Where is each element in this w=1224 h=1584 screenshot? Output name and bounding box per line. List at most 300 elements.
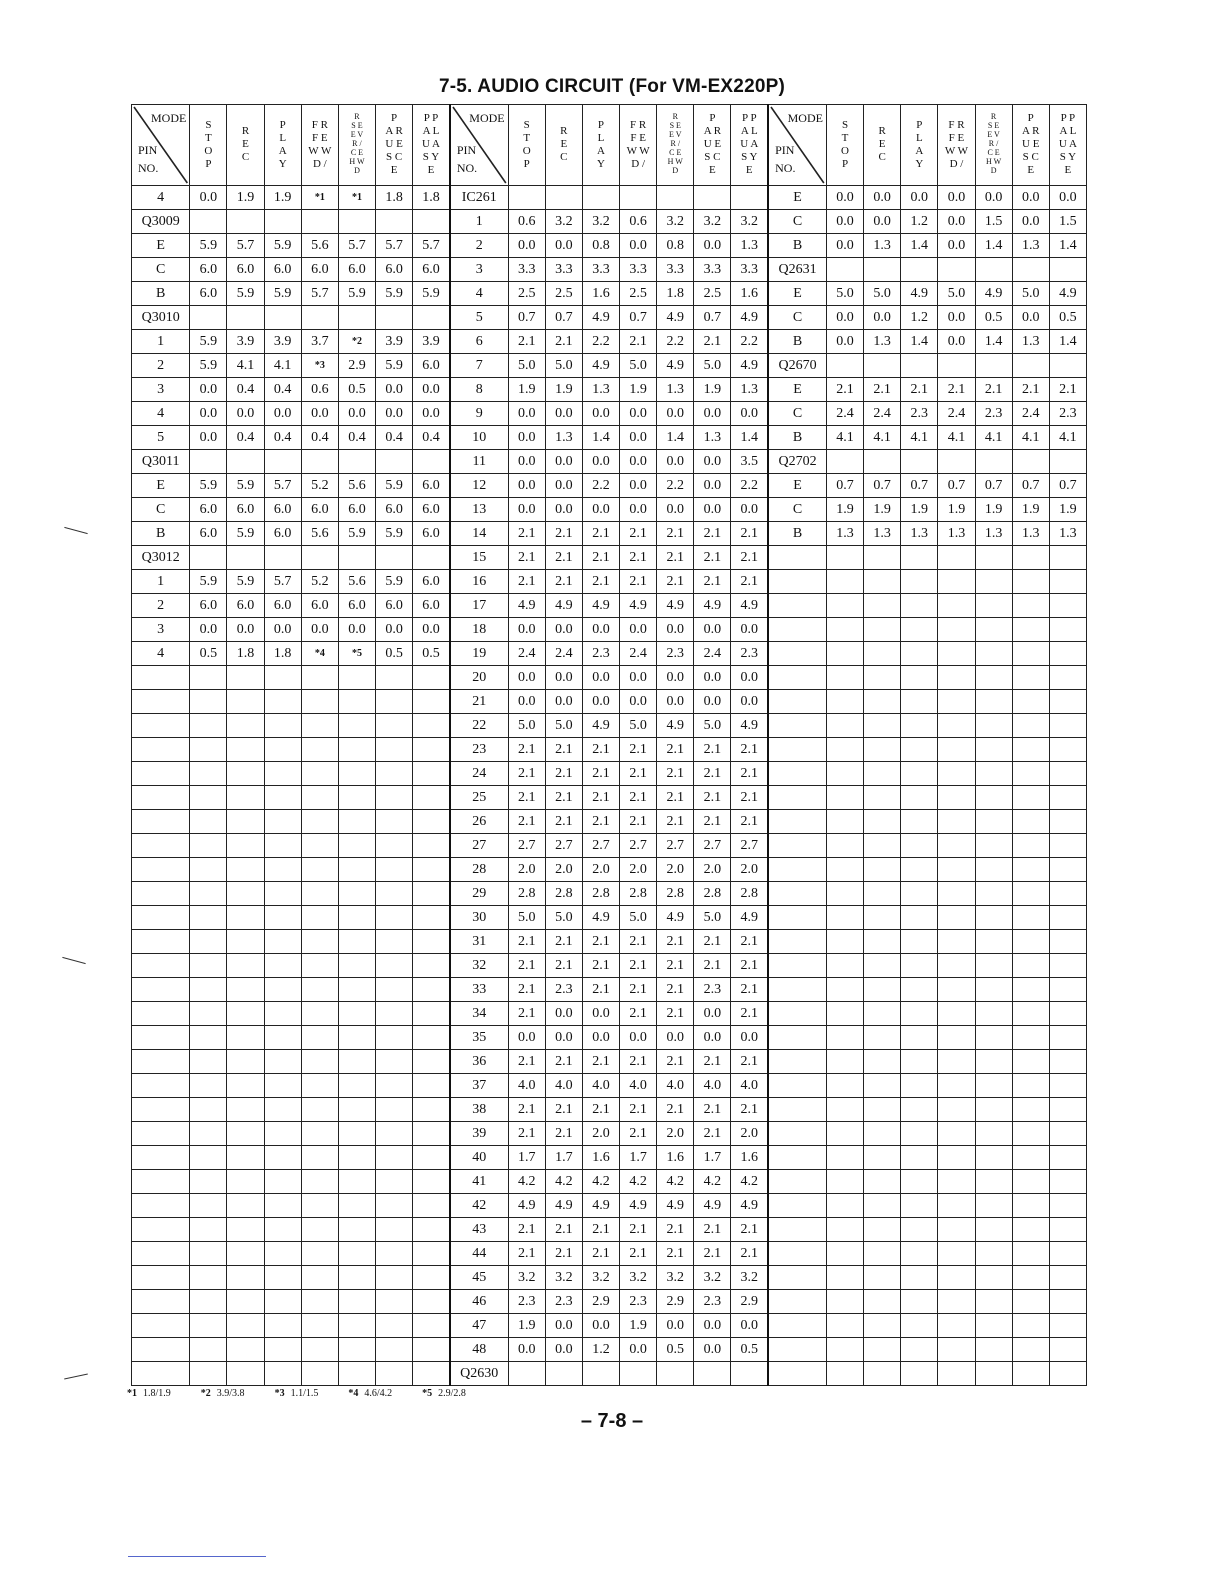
voltage-cell: 2.1 <box>620 1002 657 1026</box>
voltage-cell <box>901 978 938 1002</box>
table-row <box>132 282 1087 306</box>
voltage-cell <box>264 978 301 1002</box>
voltage-cell: 6.0 <box>376 594 413 618</box>
voltage-cell <box>1049 1266 1086 1290</box>
voltage-cell <box>338 834 375 858</box>
voltage-cell <box>938 570 975 594</box>
column-label-line: R <box>878 125 886 137</box>
pin-cell <box>132 1338 190 1362</box>
voltage-cell: 0.0 <box>190 426 227 450</box>
voltage-cell: 4.9 <box>694 594 731 618</box>
voltage-cell <box>938 690 975 714</box>
pin-cell <box>768 1362 826 1386</box>
voltage-cell <box>338 930 375 954</box>
pin-cell: Q2630 <box>450 1362 508 1386</box>
voltage-cell <box>826 642 863 666</box>
voltage-cell <box>975 930 1012 954</box>
voltage-cell: 5.9 <box>190 330 227 354</box>
voltage-cell <box>413 810 450 834</box>
voltage-cell <box>826 1002 863 1026</box>
pin-cell: C <box>768 210 826 234</box>
column-header-play_pause <box>1049 105 1086 186</box>
voltage-cell: 2.1 <box>731 954 768 978</box>
voltage-cell <box>864 450 901 474</box>
voltage-cell <box>413 954 450 978</box>
voltage-cell: 2.1 <box>620 546 657 570</box>
voltage-cell <box>227 1266 264 1290</box>
column-label <box>308 119 331 171</box>
pin-cell: C <box>132 258 190 282</box>
pin-cell: 25 <box>450 786 508 810</box>
column-label-line: R / <box>988 139 999 148</box>
voltage-cell: 0.0 <box>620 666 657 690</box>
pin-cell: Q3010 <box>132 306 190 330</box>
column-label <box>841 119 849 171</box>
voltage-cell: 5.0 <box>508 906 545 930</box>
voltage-cell: 0.0 <box>582 666 619 690</box>
table-row <box>132 1194 1087 1218</box>
voltage-cell: 4.2 <box>657 1170 694 1194</box>
voltage-cell <box>1012 786 1049 810</box>
voltage-cell: 2.2 <box>731 330 768 354</box>
voltage-cell: 6.0 <box>190 282 227 306</box>
voltage-cell <box>227 858 264 882</box>
pin-cell: C <box>132 498 190 522</box>
voltage-cell: 5.0 <box>508 354 545 378</box>
voltage-cell <box>826 738 863 762</box>
voltage-cell <box>376 834 413 858</box>
voltage-cell <box>864 1338 901 1362</box>
voltage-cell: 0.7 <box>1012 474 1049 498</box>
voltage-cell <box>938 1194 975 1218</box>
voltage-cell: 4.9 <box>975 282 1012 306</box>
voltage-cell: 4.9 <box>731 354 768 378</box>
voltage-cell: 1.3 <box>657 378 694 402</box>
voltage-cell: 0.0 <box>864 186 901 210</box>
voltage-cell <box>301 786 338 810</box>
voltage-cell: 2.1 <box>731 1218 768 1242</box>
voltage-cell <box>864 642 901 666</box>
voltage-cell: 5.7 <box>301 282 338 306</box>
footnote <box>422 1388 466 1399</box>
mode-label: MODE <box>469 111 505 125</box>
voltage-cell: 0.0 <box>938 234 975 258</box>
table-row <box>132 378 1087 402</box>
table-row <box>132 690 1087 714</box>
voltage-cell <box>376 930 413 954</box>
pin-cell: 8 <box>450 378 508 402</box>
voltage-cell <box>227 762 264 786</box>
voltage-cell: 2.0 <box>508 858 545 882</box>
voltage-cell: 4.9 <box>582 1194 619 1218</box>
voltage-cell: 0.0 <box>620 474 657 498</box>
pin-cell <box>132 738 190 762</box>
voltage-cell: 2.1 <box>620 978 657 1002</box>
pin-cell: C <box>768 498 826 522</box>
voltage-cell <box>413 786 450 810</box>
voltage-cell: 0.0 <box>864 210 901 234</box>
voltage-cell: 2.3 <box>694 1290 731 1314</box>
voltage-cell: 2.1 <box>508 522 545 546</box>
voltage-cell <box>338 1002 375 1026</box>
voltage-cell <box>190 954 227 978</box>
voltage-cell: 0.0 <box>694 474 731 498</box>
pin-cell: 32 <box>450 954 508 978</box>
voltage-cell: 0.0 <box>545 234 582 258</box>
voltage-cell: 2.2 <box>582 330 619 354</box>
voltage-cell <box>301 1218 338 1242</box>
voltage-cell: 1.3 <box>826 522 863 546</box>
voltage-cell <box>975 786 1012 810</box>
voltage-cell: 1.3 <box>694 426 731 450</box>
voltage-cell <box>1049 1050 1086 1074</box>
voltage-cell: 6.0 <box>338 498 375 522</box>
column-label-line: Y <box>278 157 287 170</box>
voltage-cell <box>227 882 264 906</box>
voltage-cell: 2.1 <box>508 1002 545 1026</box>
voltage-cell: 2.1 <box>1012 378 1049 402</box>
pin-cell: E <box>132 474 190 498</box>
voltage-cell: 4.1 <box>1049 426 1086 450</box>
voltage-cell: 4.2 <box>545 1170 582 1194</box>
voltage-cell: 4.9 <box>657 1194 694 1218</box>
voltage-cell: 0.0 <box>975 186 1012 210</box>
pin-cell: B <box>768 234 826 258</box>
voltage-cell: 2.0 <box>657 1122 694 1146</box>
column-header-ff_rew <box>301 105 338 186</box>
voltage-cell <box>938 1122 975 1146</box>
voltage-cell <box>376 1242 413 1266</box>
pin-cell <box>768 1098 826 1122</box>
voltage-cell: 3.9 <box>227 330 264 354</box>
table-row <box>132 210 1087 234</box>
voltage-cell: 2.1 <box>545 738 582 762</box>
voltage-cell <box>264 1122 301 1146</box>
voltage-cell: 0.6 <box>508 210 545 234</box>
voltage-cell: 1.3 <box>1049 522 1086 546</box>
voltage-cell: 6.0 <box>227 498 264 522</box>
voltage-cell <box>338 882 375 906</box>
voltage-cell: 2.0 <box>694 858 731 882</box>
table-row <box>132 234 1087 258</box>
voltage-cell <box>376 306 413 330</box>
voltage-cell: 2.1 <box>731 522 768 546</box>
pin-cell <box>132 1074 190 1098</box>
voltage-cell <box>938 858 975 882</box>
voltage-cell <box>1012 1242 1049 1266</box>
voltage-cell <box>901 450 938 474</box>
voltage-cell: 2.5 <box>694 282 731 306</box>
voltage-cell: 2.1 <box>620 330 657 354</box>
voltage-cell <box>190 1362 227 1386</box>
voltage-cell <box>864 1122 901 1146</box>
voltage-cell: *1 <box>338 186 375 210</box>
voltage-cell <box>301 1194 338 1218</box>
voltage-cell: 4.9 <box>901 282 938 306</box>
voltage-cell: 0.7 <box>508 306 545 330</box>
voltage-cell <box>264 306 301 330</box>
voltage-cell <box>1012 594 1049 618</box>
voltage-cell: 1.6 <box>657 1146 694 1170</box>
voltage-cell <box>376 906 413 930</box>
voltage-cell: 2.4 <box>620 642 657 666</box>
voltage-cell: 0.0 <box>545 1002 582 1026</box>
column-label-line: E <box>709 164 716 176</box>
voltage-cell: 1.9 <box>508 378 545 402</box>
column-label-line: S E <box>351 121 363 130</box>
column-label-line: S E <box>987 121 1000 130</box>
voltage-cell: 0.0 <box>938 306 975 330</box>
column-header-stop <box>190 105 227 186</box>
voltage-cell <box>975 258 1012 282</box>
voltage-cell <box>1012 834 1049 858</box>
voltage-cell <box>938 354 975 378</box>
voltage-cell <box>227 1314 264 1338</box>
voltage-cell: 0.0 <box>657 618 694 642</box>
column-header-rec <box>227 105 264 186</box>
voltage-cell <box>826 666 863 690</box>
voltage-cell <box>227 546 264 570</box>
voltage-cell: 2.1 <box>508 978 545 1002</box>
voltage-cell: 6.0 <box>301 498 338 522</box>
voltage-cell <box>1012 762 1049 786</box>
pin-cell <box>768 786 826 810</box>
table-row <box>132 186 1087 210</box>
voltage-cell <box>826 1242 863 1266</box>
voltage-cell <box>264 1362 301 1386</box>
column-label-line: D / <box>312 157 327 170</box>
voltage-cell <box>301 858 338 882</box>
pin-cell <box>132 858 190 882</box>
voltage-cell <box>264 714 301 738</box>
column-label-line: S C <box>704 151 721 163</box>
table-row <box>132 1050 1087 1074</box>
voltage-cell: 6.0 <box>413 354 450 378</box>
table-row <box>132 1266 1087 1290</box>
voltage-cell: 3.3 <box>545 258 582 282</box>
voltage-cell: 0.0 <box>1012 306 1049 330</box>
voltage-cell <box>975 738 1012 762</box>
voltage-cell <box>376 1146 413 1170</box>
voltage-cell <box>901 1026 938 1050</box>
voltage-cell <box>376 1290 413 1314</box>
table-row <box>132 330 1087 354</box>
voltage-cell <box>901 858 938 882</box>
voltage-cell <box>338 1122 375 1146</box>
voltage-cell: 6.0 <box>376 498 413 522</box>
voltage-cell: 2.1 <box>694 930 731 954</box>
voltage-cell: 1.9 <box>826 498 863 522</box>
column-label-line: U E <box>385 138 403 150</box>
voltage-cell <box>338 1098 375 1122</box>
voltage-cell <box>975 714 1012 738</box>
voltage-cell <box>338 786 375 810</box>
voltage-cell: 0.0 <box>620 234 657 258</box>
voltage-cell <box>301 1338 338 1362</box>
voltage-cell <box>938 258 975 282</box>
voltage-cell: 2.4 <box>694 642 731 666</box>
voltage-cell: 2.0 <box>582 1122 619 1146</box>
table-row <box>132 258 1087 282</box>
voltage-cell <box>264 1218 301 1242</box>
voltage-cell: 0.0 <box>508 426 545 450</box>
voltage-cell <box>1049 642 1086 666</box>
voltage-cell <box>938 738 975 762</box>
column-label-line: C <box>878 151 886 163</box>
voltage-cell: 5.9 <box>376 282 413 306</box>
column-label-line: S Y <box>741 151 758 163</box>
voltage-cell <box>1012 978 1049 1002</box>
voltage-cell: 4.0 <box>582 1074 619 1098</box>
voltage-cell <box>227 906 264 930</box>
voltage-cell <box>376 882 413 906</box>
voltage-cell <box>413 906 450 930</box>
voltage-cell: 5.0 <box>545 906 582 930</box>
voltage-cell: 2.1 <box>1049 378 1086 402</box>
voltage-cell <box>264 1290 301 1314</box>
pin-cell <box>768 738 826 762</box>
voltage-cell <box>301 978 338 1002</box>
footnote-text: 4.6/4.2 <box>364 1388 393 1399</box>
pin-label: PIN <box>138 143 158 157</box>
voltage-cell: 5.9 <box>227 282 264 306</box>
pin-cell: 34 <box>450 1002 508 1026</box>
voltage-cell <box>227 1242 264 1266</box>
pin-cell: 16 <box>450 570 508 594</box>
voltage-cell: 1.2 <box>901 210 938 234</box>
voltage-cell: 4.1 <box>938 426 975 450</box>
voltage-cell: 0.0 <box>545 498 582 522</box>
pin-cell <box>132 1098 190 1122</box>
voltage-cell: 4.1 <box>1012 426 1049 450</box>
voltage-cell: 0.7 <box>620 306 657 330</box>
column-label-line: P <box>597 118 605 131</box>
column-label-line: O <box>841 144 849 157</box>
voltage-cell <box>826 714 863 738</box>
pin-cell <box>132 786 190 810</box>
voltage-cell: 2.1 <box>731 810 768 834</box>
voltage-cell: 3.2 <box>731 210 768 234</box>
voltage-cell: 0.7 <box>545 306 582 330</box>
voltage-cell <box>657 186 694 210</box>
voltage-cell: 1.3 <box>731 234 768 258</box>
voltage-cell <box>901 906 938 930</box>
column-header-ff_rew <box>938 105 975 186</box>
column-label-line: P <box>279 118 286 131</box>
voltage-cell: 5.6 <box>301 522 338 546</box>
pin-cell <box>132 1242 190 1266</box>
voltage-cell: 0.0 <box>826 186 863 210</box>
voltage-cell: 5.9 <box>227 474 264 498</box>
voltage-cell <box>264 1242 301 1266</box>
voltage-cell <box>1049 762 1086 786</box>
pin-cell <box>132 1002 190 1026</box>
column-label-line: P P <box>742 112 757 124</box>
voltage-cell: 2.1 <box>508 1218 545 1242</box>
pin-cell: 40 <box>450 1146 508 1170</box>
voltage-cell <box>413 762 450 786</box>
table-row <box>132 570 1087 594</box>
column-label-line: C E <box>669 148 682 157</box>
voltage-cell <box>1049 690 1086 714</box>
pin-cell: 44 <box>450 1242 508 1266</box>
voltage-cell <box>938 978 975 1002</box>
column-label <box>704 112 721 177</box>
voltage-cell: 3.3 <box>694 258 731 282</box>
voltage-cell: 2.1 <box>694 1050 731 1074</box>
voltage-cell <box>264 1314 301 1338</box>
voltage-cell <box>227 1194 264 1218</box>
voltage-cell <box>338 1314 375 1338</box>
voltage-cell: 4.9 <box>657 306 694 330</box>
voltage-cell <box>413 546 450 570</box>
voltage-cell: 1.3 <box>1012 522 1049 546</box>
no-label: NO. <box>456 161 478 175</box>
table-row <box>132 474 1087 498</box>
voltage-cell <box>190 978 227 1002</box>
voltage-cell <box>901 1194 938 1218</box>
voltage-cell <box>1012 882 1049 906</box>
voltage-cell: 2.1 <box>657 786 694 810</box>
voltage-cell: 0.0 <box>620 498 657 522</box>
voltage-cell <box>938 1002 975 1026</box>
column-label-line: A L <box>422 125 440 137</box>
voltage-cell: 1.4 <box>901 234 938 258</box>
voltage-cell: 1.7 <box>694 1146 731 1170</box>
voltage-cell: 1.4 <box>975 234 1012 258</box>
voltage-cell: 2.1 <box>582 1242 619 1266</box>
voltage-cell: 4.0 <box>731 1074 768 1098</box>
voltage-cell <box>338 738 375 762</box>
voltage-cell <box>975 690 1012 714</box>
voltage-cell: 4.0 <box>657 1074 694 1098</box>
column-label-line: C E <box>350 148 364 157</box>
column-label <box>740 112 758 177</box>
voltage-cell <box>826 1026 863 1050</box>
voltage-cell: 2.1 <box>620 570 657 594</box>
voltage-cell: 2.3 <box>731 642 768 666</box>
voltage-cell: 2.1 <box>657 978 694 1002</box>
pin-cell <box>768 1146 826 1170</box>
voltage-cell: 0.4 <box>338 426 375 450</box>
voltage-cell: 2.1 <box>694 1242 731 1266</box>
voltage-cell: 5.9 <box>338 522 375 546</box>
voltage-cell <box>1049 978 1086 1002</box>
voltage-cell <box>1049 1242 1086 1266</box>
voltage-cell <box>227 1362 264 1386</box>
voltage-cell: 5.9 <box>190 570 227 594</box>
table-row <box>132 1242 1087 1266</box>
voltage-cell: 2.9 <box>338 354 375 378</box>
voltage-cell: 2.1 <box>657 762 694 786</box>
column-label-line: F R <box>630 118 647 131</box>
table-row <box>132 546 1087 570</box>
column-label-line: Y <box>915 157 924 170</box>
voltage-cell: 1.9 <box>1049 498 1086 522</box>
voltage-cell: 4.9 <box>731 714 768 738</box>
column-label-line: E V <box>350 130 364 139</box>
voltage-cell: 0.0 <box>545 1314 582 1338</box>
voltage-cell: 2.1 <box>582 570 619 594</box>
voltage-cell <box>864 1290 901 1314</box>
voltage-cell: 4.0 <box>694 1074 731 1098</box>
column-label-line: P <box>205 157 212 170</box>
voltage-cell <box>190 666 227 690</box>
voltage-cell: 2.1 <box>582 954 619 978</box>
column-label-line: E <box>878 138 886 150</box>
voltage-cell <box>901 1098 938 1122</box>
pin-cell <box>132 714 190 738</box>
